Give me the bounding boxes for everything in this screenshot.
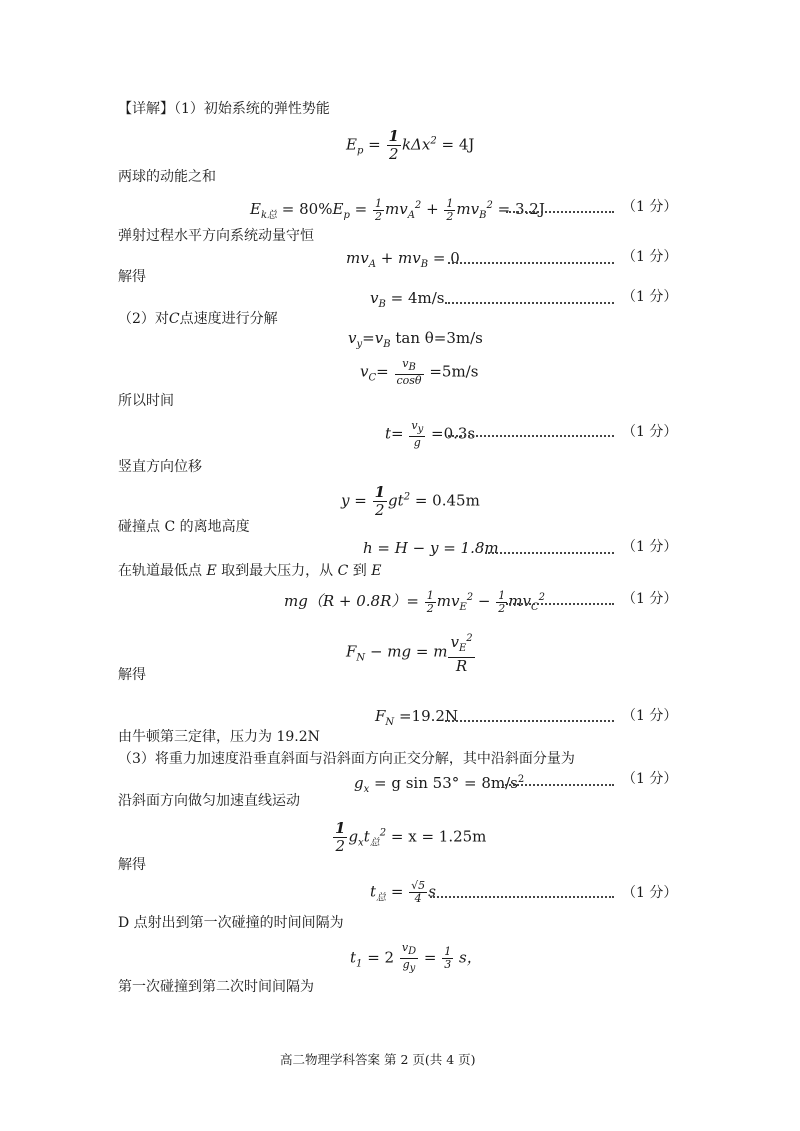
leader-dots [502, 784, 614, 786]
score-label: （1 分） [622, 885, 678, 901]
text-solve-3: 解得 [118, 857, 146, 873]
equation-vc: $v_C=$ $\frac{v_B}{\cos\theta}$ =5m/s [360, 357, 479, 388]
text-so-time: 所以时间 [118, 393, 174, 409]
equation-x: $\frac{1}{2}$ $g_xt_总^2 = x = 1.25m$ [335, 819, 487, 855]
score-label: （1 分） [622, 708, 678, 724]
text-two-balls-ke: 两球的动能之和 [118, 169, 216, 185]
equation-vb: $v_B = 4m/s$ [370, 289, 445, 310]
equation-h: h = H − y = 1.8m [363, 539, 499, 557]
leader-dots [448, 435, 614, 437]
text-track-lowest: 在轨道最低点 E 取到最大压力，从 C 到 E [118, 563, 382, 579]
score-label: （1 分） [622, 289, 678, 305]
score-label: （1 分） [622, 199, 678, 215]
part-3-heading: （3）将重力加速度沿垂直斜面与沿斜面方向正交分解，其中沿斜面分量为 [118, 751, 575, 767]
text-accel: 沿斜面方向做匀加速直线运动 [118, 793, 300, 809]
equation-energy: mg（R + 0.8R）= $\frac{1}{2}$ $mv_E^2$ − $\frac{1}{2}$ $mv_C^2$ [284, 588, 545, 615]
equation-vy: $v_y=v_B$ tan θ=3m/s [348, 329, 483, 350]
leader-dots [445, 720, 614, 722]
leader-dots [506, 211, 614, 213]
equation-ep: $E_p$ = $\frac{1}{2}$ kΔx$^2$ = 4J [346, 127, 475, 163]
text-vertical: 竖直方向位移 [118, 459, 202, 475]
part-2-heading: （2）对C点速度进行分解 [118, 311, 278, 327]
equation-gx: $g_x = g$ $\sin 53^\circ = 8m/s^2$ [354, 774, 525, 795]
page-footer: 高二物理学科答案 第 2 页(共 4 页) [280, 1052, 476, 1067]
equation-momentum: $mv_A + mv_B = 0$ [346, 249, 460, 270]
text-next: 第一次碰撞到第二次时间间隔为 [118, 979, 314, 995]
equation-fn-result: $F_N =19.2N$ [375, 707, 459, 728]
score-label: （1 分） [622, 591, 678, 607]
score-label: （1 分） [622, 771, 678, 787]
text-newton3: 由牛顿第三定律，压力为 19.2N [118, 729, 320, 745]
section-heading: 【详解】（1）初始系统的弹性势能 [118, 101, 330, 117]
equation-fn: $F_N$ − mg = m $\frac{v_E^2}{R}$ [346, 630, 476, 675]
leader-dots [485, 552, 614, 554]
leader-dots [448, 262, 614, 264]
text-momentum: 弹射过程水平方向系统动量守恒 [118, 228, 314, 244]
text-d-point: D 点射出到第一次碰撞的时间间隔为 [118, 915, 344, 931]
score-label: （1 分） [622, 539, 678, 555]
equation-ek: $E_{k总} = 80\%E_p$ = $\frac{1}{2}$ $mv_A^2$ + $\frac{1}{2}$ $mv_B^2 = 3.2J$ [250, 196, 545, 223]
text-solve-1: 解得 [118, 269, 146, 285]
score-label: （1 分） [622, 249, 678, 265]
score-label: （1 分） [622, 424, 678, 440]
text-collision-height: 碰撞点 C 的离地高度 [118, 519, 250, 535]
equation-t-total: $t_总$ = $\frac{√5}{4}$ s [370, 879, 436, 905]
equation-t: t= $\frac{v_y}{g}$ =0.3s [385, 419, 476, 450]
leader-dots [445, 302, 614, 304]
equation-y: y = $\frac{1}{2}$ $gt^2 = 0.45m$ [341, 483, 480, 519]
text-solve-2: 解得 [118, 667, 146, 683]
equation-t1: $t_1 = 2$ $\frac{v_D}{g_y}$ = $\frac{1}{3}$ s， [350, 941, 482, 975]
leader-dots [506, 603, 614, 605]
leader-dots [430, 896, 614, 898]
